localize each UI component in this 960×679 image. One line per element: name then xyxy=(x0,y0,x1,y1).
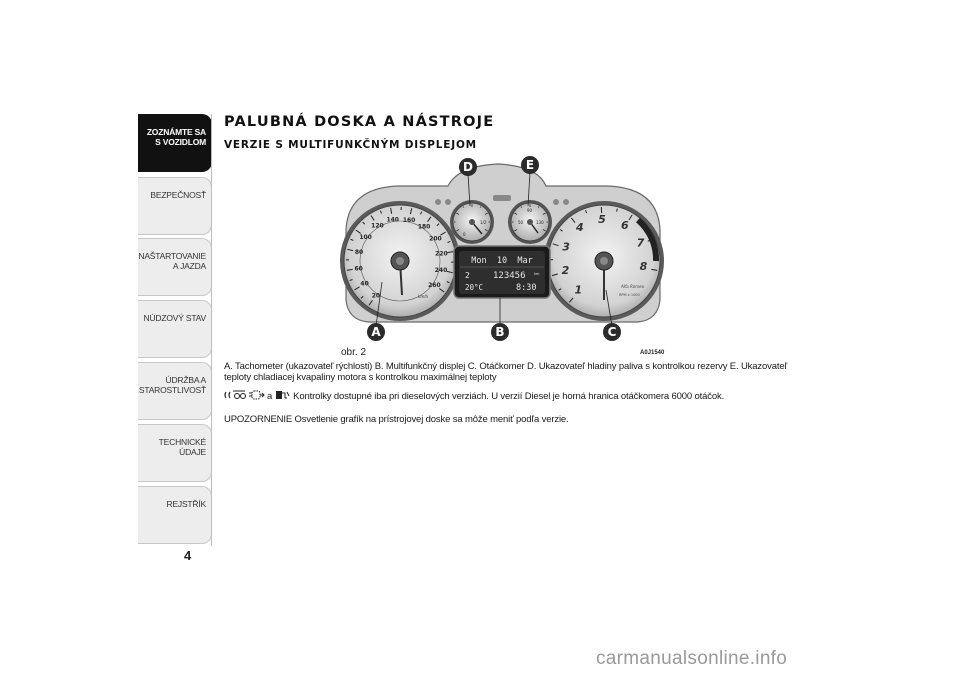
callout-e-label: E xyxy=(525,158,535,172)
fuel-gauge xyxy=(450,200,494,244)
tachometer-tick-label: 6 xyxy=(621,218,629,232)
figure-code: A0J1540 xyxy=(640,350,665,356)
watermark: carmanualsonline.info xyxy=(596,648,788,669)
tab-udrzba[interactable] xyxy=(138,362,212,420)
tachometer-tick-label: 5 xyxy=(598,213,606,227)
tachometer-brand: Alfa Romeo xyxy=(621,284,645,289)
tachometer-tick-label: 7 xyxy=(636,236,645,250)
callout-b-label: B xyxy=(495,325,505,339)
warning-icon xyxy=(553,199,559,205)
fuel-pump-icon xyxy=(275,390,291,403)
warning-icon xyxy=(435,199,441,205)
display-time: 8:30 xyxy=(516,283,537,293)
display-odometer-unit: km xyxy=(534,272,540,276)
tab-label: NÚDZOVÝ STAV xyxy=(143,313,206,323)
speedometer-tick-label: 80 xyxy=(354,248,364,256)
speedometer-tick-label: 140 xyxy=(386,216,399,224)
tachometer-gauge xyxy=(544,201,664,321)
callout-d-label: D xyxy=(463,160,473,174)
tab-zoznamte-sa[interactable] xyxy=(138,114,212,172)
speedometer-tick-label: 220 xyxy=(435,250,448,258)
speedometer-tick-label: 60 xyxy=(354,265,363,273)
warning-icon xyxy=(445,199,451,205)
speedometer-tick-label: 120 xyxy=(371,222,384,230)
note-paragraph: UPOZORNENIE Osvetlenie grafík na prístrojovej doske sa môže meniť podľa verzie. xyxy=(224,414,569,425)
temp-label-mid: 90 xyxy=(527,208,533,213)
speedometer-tick-label: 40 xyxy=(360,280,369,288)
speedometer-unit: km/h xyxy=(418,294,429,299)
warning-icon xyxy=(563,199,569,205)
speedometer-tick-label: 240 xyxy=(434,267,448,275)
tab-nudzovy-stav[interactable] xyxy=(138,300,212,358)
display-temperature: 20°C xyxy=(465,283,484,292)
tachometer-tick-label: 1 xyxy=(574,283,583,297)
fuel-label-empty: 0 xyxy=(463,232,466,237)
fuel-label-half: 1/2 xyxy=(480,220,487,225)
speedometer-tick-label: 180 xyxy=(417,223,431,231)
tachometer-tick-label: 4 xyxy=(576,221,584,235)
speedometer-tick-label: 100 xyxy=(359,233,372,241)
tab-rejstrik[interactable] xyxy=(138,486,212,544)
temp-label-high: 130 xyxy=(536,220,544,225)
diesel-warning-paragraph xyxy=(224,390,804,403)
instrument-cluster-figure xyxy=(338,150,666,358)
display-gear: 2 xyxy=(465,271,470,280)
tab-nastartovanie[interactable] xyxy=(138,238,212,296)
water-in-fuel-filter-icon xyxy=(249,390,265,403)
tachometer-tick-label: 8 xyxy=(639,259,648,273)
speedometer-tick-label: 260 xyxy=(428,282,441,290)
sidebar-divider xyxy=(211,114,212,546)
callout-c-label: C xyxy=(607,325,617,339)
speedometer-tick-label: 160 xyxy=(402,216,416,224)
legend-paragraph: A. Tachometer (ukazovateľ rýchlosti) B. Multifunkčný displej C. Otáčkomer D. Ukazovateľ hladiny paliva s kontrolkou rezervy E. Ukazovateľ teploty chladiacej kvapaliny motora s kontrolkou maximálnej teploty xyxy=(224,361,788,383)
page-number: 4 xyxy=(184,548,192,563)
tab-label: ZOZNÁMTE SA S VOZIDLOM xyxy=(146,127,206,147)
tab-bezpecnost[interactable] xyxy=(138,177,212,235)
speedometer-gauge xyxy=(340,201,460,321)
page-subtitle: VERZIE S MULTIFUNKČNÝM DISPLEJOM xyxy=(224,139,477,151)
tab-label: BEZPEČNOSŤ xyxy=(150,190,206,200)
display-date: Mon 10 Mar xyxy=(471,256,533,266)
icon-connector: a xyxy=(267,391,273,403)
speedometer-tick-label: 200 xyxy=(429,235,442,243)
indicator-icon xyxy=(493,195,511,201)
temp-label-low: 50 xyxy=(518,220,524,225)
tab-label: REJSTŘÍK xyxy=(166,499,206,509)
display-odometer: 123456 xyxy=(493,271,526,281)
tab-label: NAŠTARTOVANIE A JAZDA xyxy=(138,251,206,271)
figure-caption: obr. 2 xyxy=(341,347,367,358)
callout-a-label: A xyxy=(371,325,381,339)
tab-label: TECHNICKÉ ÚDAJE xyxy=(158,437,206,457)
glow-plug-icon xyxy=(224,390,246,403)
tachometer-tick-label: 2 xyxy=(561,263,570,277)
tachometer-tick-label: 3 xyxy=(562,240,570,254)
coolant-temperature-gauge xyxy=(508,200,552,244)
page-title: PALUBNÁ DOSKA A NÁSTROJE xyxy=(224,114,495,130)
tab-label: ÚDRŽBA A STAROSTLIVOSŤ xyxy=(138,375,207,395)
multifunction-display xyxy=(454,246,550,298)
diesel-warning-text: Kontrolky dostupné iba pri dieselových verziách. U verzií Diesel je horná hranica otáčkomera 6000 otáčok. xyxy=(293,391,725,403)
speedometer-tick-label: 20 xyxy=(371,292,381,300)
tab-technicke-udaje[interactable] xyxy=(138,424,212,482)
tachometer-unit: RPM x 1000 xyxy=(619,293,640,297)
